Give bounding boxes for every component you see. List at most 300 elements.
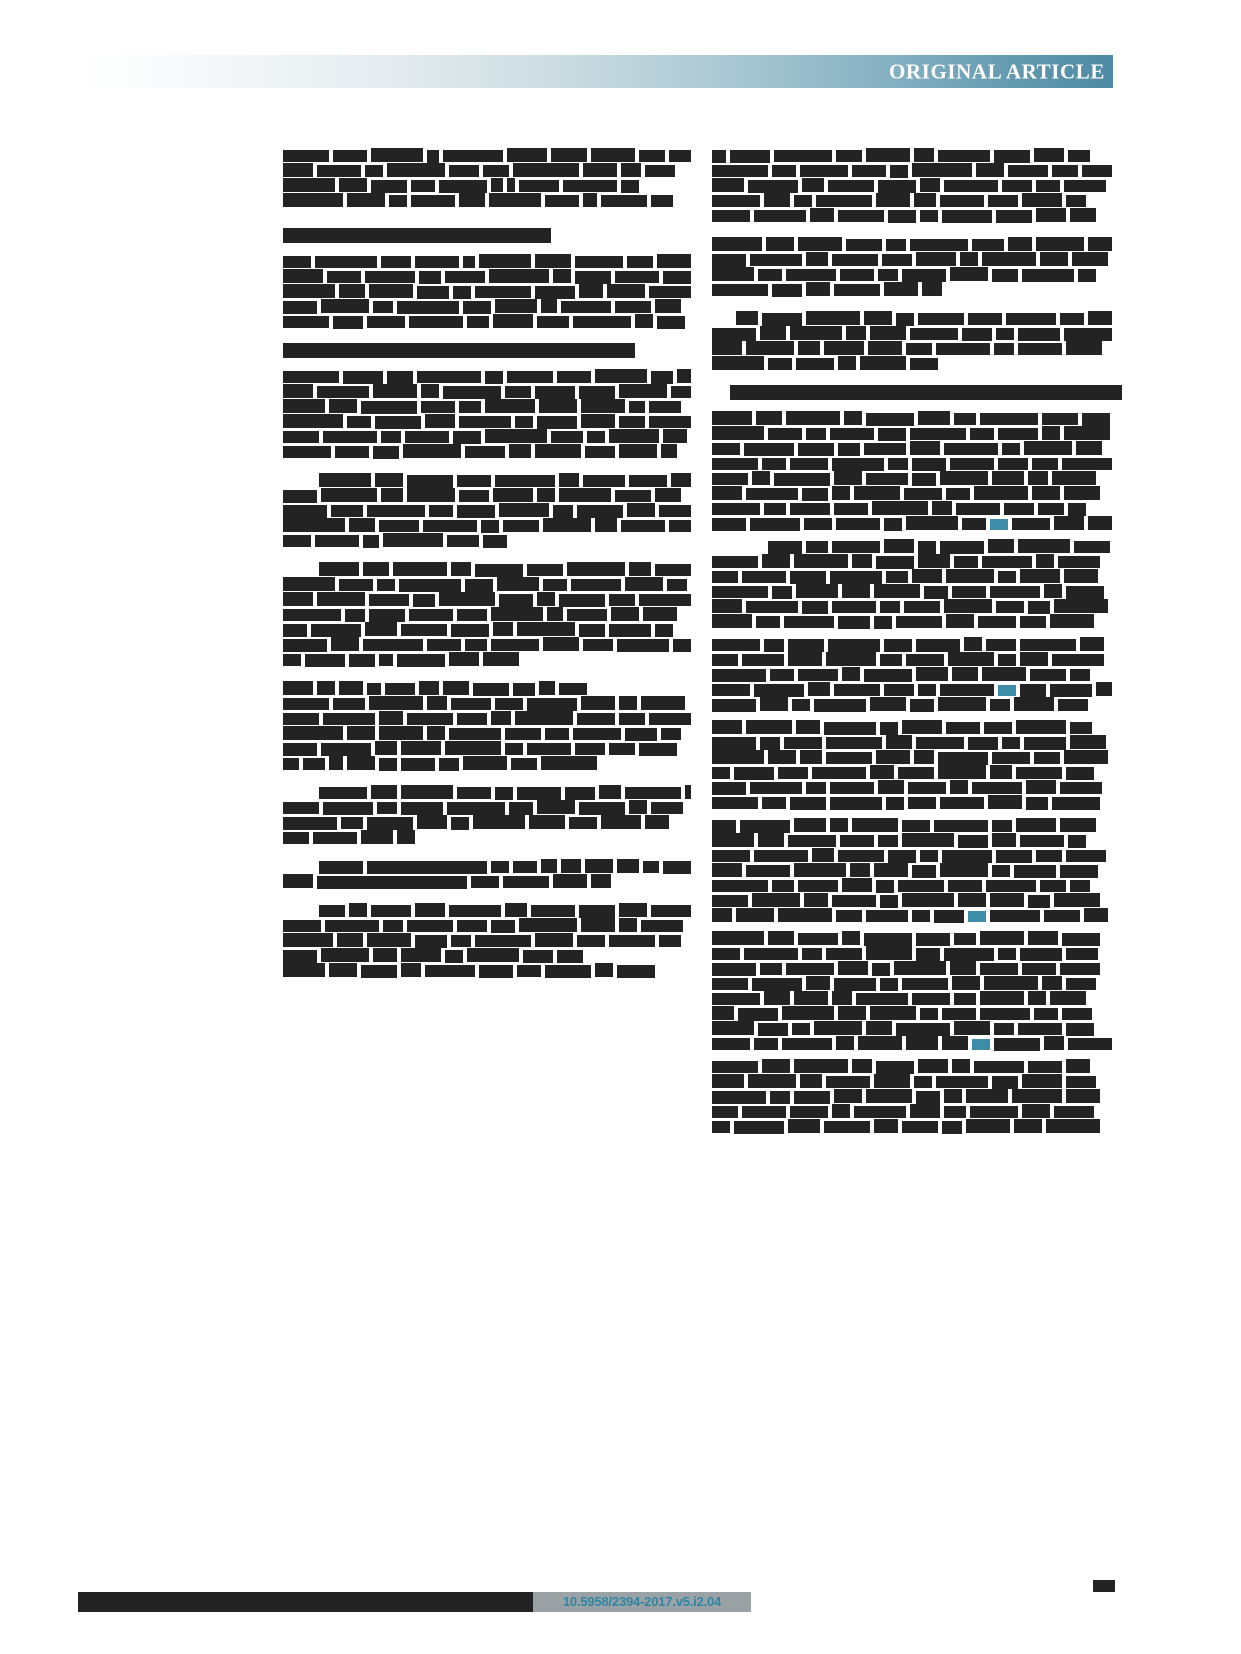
redacted-word	[852, 818, 898, 832]
section-heading-redacted	[730, 385, 1122, 400]
redacted-word	[379, 758, 397, 771]
redacted-word	[774, 473, 830, 486]
redacted-word	[812, 767, 866, 779]
paragraph-gap	[712, 923, 1112, 931]
redacted-word	[942, 1036, 968, 1050]
redacted-word	[629, 475, 667, 487]
redacted-paragraph	[712, 637, 1112, 712]
redacted-word	[712, 267, 754, 281]
redacted-text-line	[712, 1089, 1112, 1104]
redacted-text-line	[712, 539, 1112, 554]
redacted-word	[585, 446, 615, 458]
redacted-word	[507, 148, 547, 162]
redacted-word	[371, 148, 423, 162]
redacted-word	[519, 180, 559, 192]
redacted-word	[1036, 554, 1054, 568]
redacted-word	[397, 301, 459, 314]
redacted-text-line	[283, 933, 691, 948]
redacted-word	[770, 1091, 790, 1104]
redacted-word	[794, 1059, 848, 1073]
redacted-word	[489, 269, 549, 283]
redacted-word	[621, 180, 639, 193]
redacted-word	[1032, 458, 1058, 470]
redacted-text-line	[712, 501, 1112, 516]
paragraph-gap	[283, 246, 691, 254]
redacted-word	[712, 737, 756, 750]
redacted-word	[591, 874, 611, 888]
redacted-word	[581, 414, 615, 428]
redacted-word	[830, 571, 882, 584]
redacted-text-line	[283, 607, 691, 622]
redacted-text-line	[712, 878, 1112, 893]
redacted-text-line	[712, 893, 1112, 908]
redacted-word	[483, 652, 519, 666]
redacted-paragraph	[283, 369, 691, 459]
redacted-word	[649, 416, 691, 428]
redacted-word	[908, 797, 936, 809]
redacted-text-line	[712, 637, 1112, 652]
redacted-word	[884, 639, 912, 652]
redacted-text-line	[712, 426, 1112, 441]
redacted-word	[1064, 569, 1098, 583]
redacted-word	[712, 1106, 738, 1118]
redacted-word	[581, 918, 615, 932]
redacted-word	[1014, 1119, 1042, 1133]
redacted-word	[453, 431, 481, 444]
redacted-word	[615, 490, 651, 502]
redacted-word	[992, 269, 1018, 282]
redacted-word	[379, 654, 393, 666]
inline-link-fragment[interactable]	[990, 519, 1008, 530]
redacted-word	[537, 488, 555, 502]
redacted-word	[417, 286, 449, 299]
redacted-word	[399, 579, 461, 592]
redacted-word	[938, 697, 986, 711]
redacted-word	[936, 343, 990, 355]
redacted-word	[393, 562, 447, 576]
redacted-text-line	[283, 473, 691, 488]
redacted-word	[283, 933, 333, 947]
redacted-word	[315, 535, 359, 547]
redacted-word	[712, 571, 738, 583]
redacted-word	[627, 503, 655, 517]
paragraph-gap	[283, 329, 691, 343]
redacted-word	[842, 667, 860, 681]
redacted-word	[609, 935, 655, 947]
redacted-word	[365, 622, 397, 636]
redacted-word	[553, 269, 571, 283]
redacted-word	[768, 428, 802, 440]
redacted-word	[485, 399, 535, 413]
redacted-word	[363, 639, 423, 651]
redacted-word	[712, 614, 752, 628]
redacted-word	[1018, 1023, 1062, 1035]
redacted-word	[543, 579, 567, 591]
redacted-word	[375, 416, 421, 429]
redacted-text-line	[283, 518, 691, 533]
redacted-word	[990, 893, 1024, 907]
redacted-word	[619, 903, 647, 917]
redacted-word	[1040, 880, 1066, 892]
inline-link-fragment[interactable]	[972, 1039, 990, 1050]
redacted-word	[369, 609, 405, 622]
redacted-word	[794, 1091, 830, 1104]
redacted-word	[954, 413, 976, 425]
redacted-word	[609, 743, 635, 755]
redacted-word	[415, 935, 447, 948]
inline-link-fragment[interactable]	[968, 911, 986, 922]
redacted-word	[1076, 441, 1102, 455]
redacted-word	[874, 863, 908, 877]
redacted-word	[557, 950, 583, 963]
redacted-word	[834, 284, 880, 296]
redacted-word	[824, 722, 876, 735]
redacted-word	[1018, 539, 1070, 553]
redacted-word	[541, 859, 557, 873]
redacted-word	[1060, 782, 1102, 794]
redacted-word	[323, 431, 377, 443]
redacted-word	[475, 286, 531, 298]
redacted-word	[712, 1021, 754, 1035]
redacted-text-line	[712, 848, 1112, 863]
redacted-word	[1038, 503, 1064, 515]
redacted-word	[1052, 797, 1100, 810]
redacted-word	[880, 895, 898, 908]
redacted-word	[948, 652, 994, 666]
redacted-word	[806, 282, 830, 296]
redacted-word	[283, 414, 343, 428]
redacted-word	[996, 601, 1024, 613]
redacted-word	[874, 1119, 898, 1133]
redacted-word	[411, 195, 455, 207]
redacted-word	[579, 624, 605, 637]
redacted-word	[523, 950, 553, 963]
redacted-word	[998, 428, 1038, 440]
redacted-word	[619, 713, 645, 725]
redacted-word	[788, 1119, 820, 1133]
redacted-paragraph	[712, 411, 1112, 531]
redacted-text-line	[712, 456, 1112, 471]
redacted-word	[577, 713, 615, 725]
redacted-word	[768, 750, 796, 764]
redacted-word	[870, 765, 894, 779]
redacted-word	[619, 918, 637, 932]
redacted-word	[826, 1076, 870, 1088]
redacted-word	[796, 584, 838, 598]
redacted-word	[788, 652, 822, 666]
redacted-word	[545, 728, 569, 740]
redacted-word	[443, 386, 501, 399]
redacted-text-line	[283, 314, 691, 329]
redacted-word	[754, 684, 804, 697]
redacted-word	[712, 767, 730, 779]
redacted-word	[467, 316, 489, 328]
redacted-word	[998, 948, 1016, 960]
redacted-word	[1036, 180, 1060, 192]
redacted-word	[804, 893, 828, 907]
redacted-word	[950, 961, 976, 975]
redacted-word	[585, 859, 613, 873]
redacted-word	[481, 520, 499, 533]
redacted-word	[649, 286, 691, 298]
redacted-word	[764, 503, 786, 515]
redacted-word	[493, 488, 533, 502]
redacted-word	[311, 624, 361, 637]
redacted-word	[607, 284, 645, 298]
redacted-word	[968, 737, 998, 750]
redacted-word	[712, 328, 756, 341]
redacted-word	[567, 609, 607, 621]
redacted-text-line	[283, 284, 691, 299]
redacted-text-line	[283, 299, 691, 314]
redacted-text-line	[712, 614, 1112, 629]
redacted-word	[401, 785, 453, 799]
redacted-word	[337, 933, 363, 947]
redacted-word	[792, 1023, 810, 1035]
redacted-word	[283, 446, 331, 458]
redacted-word	[944, 180, 998, 192]
redacted-paragraph	[283, 903, 691, 978]
redacted-word	[489, 193, 541, 207]
redacted-word	[629, 401, 645, 413]
redacted-word	[579, 905, 615, 918]
redacted-word	[383, 920, 403, 932]
redacted-word	[349, 654, 375, 667]
redacted-word	[367, 861, 487, 874]
redacted-word	[651, 195, 673, 207]
redacted-word	[758, 1023, 788, 1036]
redacted-word	[712, 586, 768, 598]
redacted-word	[513, 861, 537, 873]
redacted-word	[1012, 518, 1050, 530]
redacted-word	[671, 386, 691, 398]
redacted-word	[884, 684, 914, 696]
redacted-word	[379, 520, 419, 532]
redacted-word	[319, 905, 345, 917]
redacted-word	[826, 948, 862, 960]
redacted-word	[826, 652, 876, 666]
redacted-word	[323, 802, 373, 815]
redacted-paragraph	[712, 311, 1112, 371]
redacted-word	[401, 948, 441, 962]
redacted-word	[1062, 458, 1112, 470]
redacted-word	[575, 271, 611, 284]
redacted-word	[906, 516, 958, 530]
redacted-word	[908, 782, 946, 794]
redacted-word	[595, 518, 617, 532]
redacted-word	[505, 728, 541, 740]
redacted-word	[946, 488, 970, 500]
redacted-word	[1088, 237, 1112, 251]
redacted-word	[535, 286, 575, 299]
redacted-word	[806, 541, 828, 553]
redacted-word	[407, 713, 453, 725]
redacted-text-line	[712, 311, 1112, 326]
redacted-text-line	[283, 756, 691, 771]
redacted-word	[483, 165, 509, 177]
redacted-word	[663, 861, 691, 874]
redacted-word	[966, 1089, 1008, 1103]
redacted-word	[1030, 669, 1066, 681]
redacted-word	[1018, 343, 1062, 355]
redacted-word	[361, 965, 397, 978]
redacted-word	[988, 539, 1014, 553]
redacted-word	[944, 443, 998, 455]
redacted-word	[860, 356, 906, 370]
redacted-word	[1088, 311, 1112, 325]
redacted-word	[527, 698, 577, 711]
redacted-word	[1064, 750, 1108, 764]
redacted-word	[475, 564, 523, 577]
redacted-text-line	[283, 577, 691, 592]
redacted-word	[834, 503, 868, 515]
redacted-word	[754, 1038, 778, 1050]
redacted-word	[870, 326, 906, 340]
redacted-word	[375, 741, 397, 755]
redacted-word	[1050, 684, 1092, 697]
redacted-word	[579, 802, 625, 815]
redacted-word	[996, 328, 1014, 340]
redacted-word	[493, 314, 533, 328]
redacted-word	[990, 586, 1040, 598]
paragraph-gap	[283, 889, 691, 903]
redacted-word	[619, 384, 667, 398]
redacted-word	[740, 820, 790, 833]
redacted-word	[283, 518, 345, 532]
redacted-word	[712, 750, 764, 764]
section-heading-redacted	[283, 228, 551, 243]
paragraph-gap	[712, 712, 1112, 720]
footer-doi[interactable]: 10.5958/2394-2017.v5.i2.04	[533, 1592, 751, 1612]
redacted-word	[553, 874, 587, 888]
redacted-word	[685, 785, 691, 799]
page-title: ORIGINAL ARTICLE	[888, 59, 1105, 83]
redacted-word	[830, 818, 848, 832]
redacted-paragraph	[712, 148, 1112, 223]
redacted-word	[942, 850, 992, 863]
redacted-word	[748, 180, 798, 193]
redacted-word	[331, 637, 359, 651]
redacted-word	[319, 473, 371, 487]
redacted-word	[922, 282, 942, 296]
redacted-word	[645, 165, 675, 177]
redacted-word	[836, 518, 880, 530]
redacted-word	[323, 713, 375, 725]
redacted-word	[465, 446, 505, 458]
redacted-word	[940, 797, 984, 809]
redacted-word	[962, 328, 992, 341]
redacted-word	[1054, 1106, 1094, 1118]
redacted-word	[559, 594, 605, 607]
inline-link-fragment[interactable]	[998, 685, 1016, 696]
redacted-word	[712, 820, 736, 833]
redacted-word	[768, 541, 802, 554]
redacted-word	[1028, 931, 1058, 945]
redacted-word	[1022, 963, 1056, 975]
redacted-word	[998, 571, 1016, 583]
redacted-word	[876, 750, 910, 764]
redacted-word	[283, 920, 321, 932]
redacted-word	[1034, 1008, 1058, 1020]
redacted-word	[1096, 682, 1112, 696]
redacted-word	[878, 428, 906, 441]
redacted-word	[804, 518, 832, 530]
redacted-text-line	[712, 833, 1112, 848]
redacted-word	[445, 741, 501, 755]
redacted-word	[878, 780, 904, 794]
redacted-word	[886, 735, 912, 749]
redacted-word	[1016, 767, 1062, 779]
redacted-word	[581, 696, 615, 710]
redacted-word	[712, 654, 738, 666]
redacted-text-line	[712, 765, 1112, 780]
redacted-word	[505, 386, 531, 398]
redacted-word	[459, 401, 481, 413]
redacted-word	[1054, 516, 1084, 530]
redacted-word	[712, 720, 742, 734]
redacted-word	[457, 920, 487, 932]
redacted-word	[794, 818, 826, 832]
redacted-word	[788, 835, 836, 847]
redacted-text-line	[712, 682, 1112, 697]
redacted-text-line	[712, 780, 1112, 795]
redacted-word	[499, 594, 533, 607]
redacted-word	[838, 850, 884, 862]
redacted-text-line	[712, 326, 1112, 341]
redacted-word	[902, 978, 948, 990]
redacted-word	[910, 358, 938, 370]
redacted-word	[764, 193, 790, 207]
redacted-word	[649, 401, 681, 413]
redacted-word	[852, 1059, 872, 1073]
redacted-word	[896, 1023, 950, 1036]
redacted-text-line	[712, 976, 1112, 991]
redacted-word	[1060, 865, 1098, 878]
redacted-word	[495, 787, 513, 800]
redacted-word	[641, 696, 685, 710]
redacted-word	[1070, 669, 1090, 681]
redacted-word	[814, 1021, 862, 1035]
redacted-word	[920, 210, 938, 222]
redacted-word	[493, 622, 513, 636]
redacted-word	[832, 541, 880, 553]
redacted-word	[429, 505, 453, 517]
redacted-word	[712, 1091, 766, 1104]
redacted-word	[283, 874, 313, 888]
redacted-word	[1066, 767, 1094, 780]
redacted-word	[964, 637, 982, 651]
redacted-word	[746, 601, 798, 613]
redacted-word	[920, 1008, 938, 1020]
redacted-word	[673, 639, 691, 652]
redacted-word	[371, 785, 397, 799]
redacted-word	[934, 910, 964, 923]
redacted-word	[1020, 684, 1046, 697]
redacted-word	[866, 1021, 892, 1035]
redacted-word	[918, 1059, 948, 1073]
redacted-word	[561, 859, 581, 873]
redacted-word	[339, 579, 373, 591]
redacted-word	[832, 254, 878, 266]
redacted-word	[401, 758, 435, 771]
redacted-word	[992, 1076, 1018, 1089]
paragraph-gap	[712, 531, 1112, 539]
redacted-word	[427, 150, 439, 163]
redacted-word	[1050, 614, 1094, 628]
redacted-word	[866, 1089, 912, 1103]
redacted-word	[325, 920, 379, 932]
redacted-word	[373, 384, 417, 398]
